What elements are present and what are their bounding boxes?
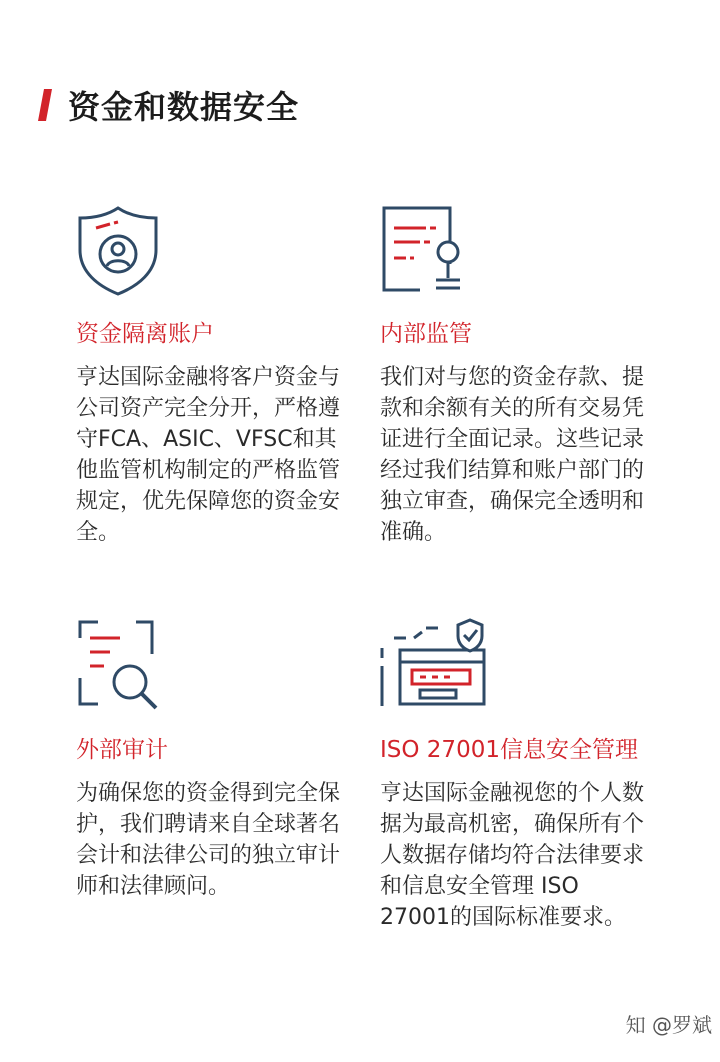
magnifier-audit-icon	[76, 618, 346, 712]
card-internal-supervision	[380, 204, 650, 548]
secure-server-icon	[380, 618, 655, 712]
card-title: ISO 27001信息安全管理	[380, 737, 638, 763]
card-body: 我们对与您的资金存款、提款和余额有关的所有交易凭证进行全面记录。这些记录经过我们结算和账户部门的独立审查，确保完全透明和准确。	[380, 365, 645, 545]
watermark: 知 @罗斌	[625, 1013, 712, 1037]
card-title: 外部审计	[76, 737, 168, 763]
card-title: 资金隔离账户	[76, 321, 214, 347]
accent-slash-icon	[38, 89, 52, 121]
section-header	[38, 80, 299, 130]
card-title: 内部监管	[380, 321, 472, 347]
card-iso-27001	[380, 618, 655, 933]
shield-user-icon	[76, 204, 346, 298]
card-segregated-accounts	[76, 204, 346, 548]
page-title: 资金和数据安全	[68, 88, 300, 126]
document-stamp-icon	[380, 204, 650, 298]
card-body: 亨达国际金融将客户资金与公司资产完全分开，严格遵守FCA、ASIC、VFSC和其他监管机构制定的严格监管规定，优先保障您的资金安全。	[76, 365, 341, 545]
card-external-audit	[76, 618, 346, 902]
card-body: 亨达国际金融视您的个人数据为最高机密，确保所有个人数据存储均符合法律要求和信息安全管理 ISO 27001的国际标准要求。	[380, 781, 645, 930]
card-body: 为确保您的资金得到完全保护，我们聘请来自全球著名会计和法律公司的独立审计师和法律顾问。	[76, 781, 341, 899]
